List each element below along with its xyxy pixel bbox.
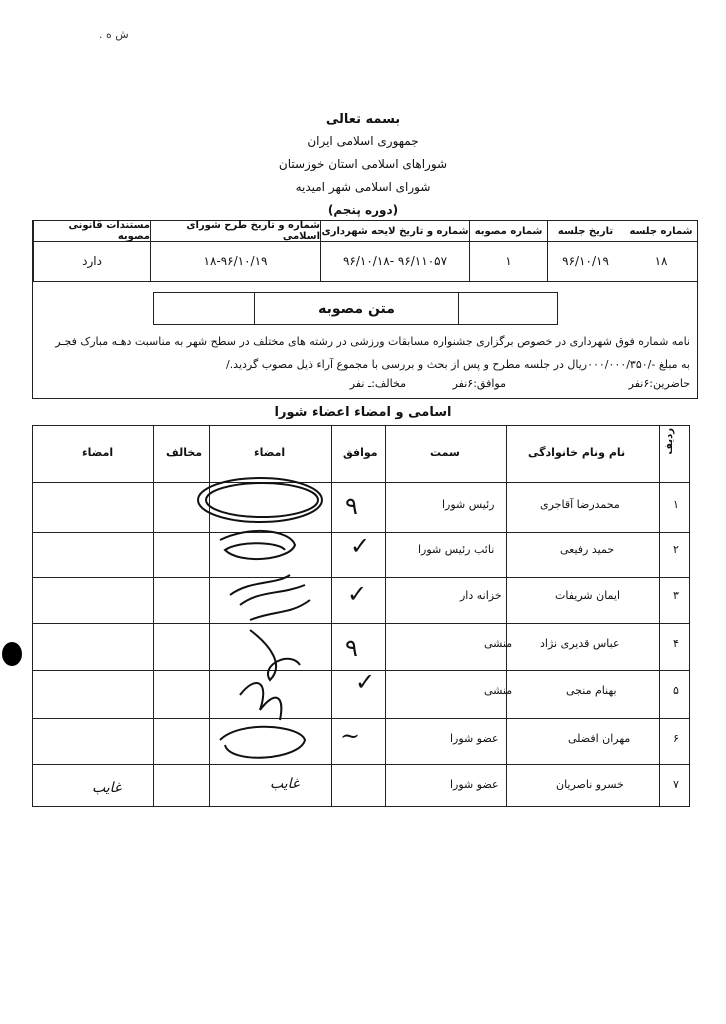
row-4-role: منشی (484, 637, 513, 650)
header-session-date: تاریخ جلسه (547, 221, 623, 241)
header-disagree: مخالف (166, 446, 203, 459)
row-5-name: بهنام منجی (566, 684, 617, 697)
header-legal-docs: مستندات قانونی مصوبه (33, 221, 150, 241)
row-3-no: ۳ (673, 589, 679, 602)
absent-note-disagree-signature: غایب (92, 780, 122, 796)
row-2-name: حمید رفیعی (560, 543, 615, 556)
term-title: (دوره پنجم) (327, 203, 399, 217)
value-bill-no-date: ۹۶/۱۱۰۵۷ -۹۶/۱۰/۱۸ (320, 241, 469, 281)
country-title: جمهوری اسلامی ایران (307, 134, 419, 148)
header-row-no: ردیف (664, 428, 675, 455)
resolution-line-1: نامه شماره فوق شهرداری در خصوص برگزاری جشنواره مسابقات ورزشی در رشته های مختلف در سطح شهر به مناسبت دهـه مبارک فجـر (55, 335, 690, 348)
row-1-role: رئیس شورا (442, 498, 495, 511)
resolution-line-2: به مبلغ -/۰۰۰/۰۰۰/۳۵۰ریال در جلسه مطرح و پس از بحث و بررسی با مجموع آراء ذیل مصوب گردید./ (225, 358, 690, 371)
present-count: حاضرین:۶نفر (628, 377, 690, 390)
row-7-name: خسرو ناصریان (556, 778, 624, 791)
row-7-role: عضو شورا (450, 778, 499, 791)
value-session-no: ۱۸ (654, 254, 668, 268)
header-bill-no-date: شماره و تاریخ لایحه شهرداری (320, 221, 469, 241)
value-plan-no-date: ۱۸-۹۶/۱۰/۱۹ (150, 241, 320, 281)
row-4-name: عباس قدیری نژاد (540, 637, 620, 650)
row-2-role: نائب رئیس شورا (418, 543, 495, 556)
absent-note-signature: غایب (270, 776, 300, 792)
header-signature-2: امضاء (82, 446, 114, 459)
row-3-role: خزانه دار (460, 589, 502, 602)
members-title: اسامی و امضاء اعضاء شورا (274, 405, 452, 420)
agree-check-row-5: ✓ (355, 668, 376, 696)
header-signature: امضاء (254, 446, 286, 459)
bismillah-title: بسمه تعالی (325, 112, 401, 127)
header-name: نام ونام خانوادگی (528, 446, 626, 459)
agree-check-row-2: ✓ (350, 532, 371, 560)
value-legal-docs: دارد (33, 241, 150, 281)
value-resolution-no: ۱ (469, 241, 547, 281)
row-1-no: ۱ (673, 498, 679, 511)
row-6-name: مهران افضلی (568, 732, 631, 745)
city-council-title: شورای اسلامی شهر امیدیه (295, 180, 431, 194)
agree-mark-row-4: ٩ (345, 634, 358, 662)
disagree-count: مخالف:ـ نفر (349, 377, 406, 390)
meeting-info-table (32, 220, 698, 282)
agree-mark-row-6: ~ (340, 722, 361, 750)
row-5-role: منشی (484, 684, 513, 697)
row-2-no: ۲ (673, 543, 679, 556)
agree-check-row-3: ✓ (347, 580, 368, 608)
row-4-no: ۴ (673, 637, 679, 650)
member-signatures (180, 470, 340, 780)
row-1-name: محمدرضا آقاجری (540, 498, 620, 511)
resolution-banner (153, 292, 558, 325)
header-session-no: شماره جلسه (629, 225, 693, 237)
agree-mark-row-1: ٩ (345, 492, 358, 520)
resolution-title: متن مصوبه (254, 293, 459, 324)
header-resolution-no: شماره مصوبه (469, 221, 547, 241)
row-5-no: ۵ (673, 684, 679, 697)
province-councils-title: شوراهای اسلامی استان خوزستان (278, 157, 448, 171)
row-6-no: ۶ (673, 732, 679, 745)
row-6-role: عضو شورا (450, 732, 499, 745)
value-session-date: ۹۶/۱۰/۱۹ (547, 241, 623, 281)
corner-scribble: . ش ه (99, 28, 129, 41)
header-plan-no-date: شماره و تاریخ طرح شورای اسلامی (150, 221, 320, 241)
header-agree: موافق (343, 446, 378, 459)
row-3-name: ایمان شریفات (555, 589, 621, 602)
ink-blot (2, 642, 22, 666)
row-7-no: ۷ (673, 778, 679, 791)
members-table (32, 425, 690, 807)
header-role: سمت (430, 446, 460, 459)
agree-count: موافق:۶نفر (452, 377, 506, 390)
